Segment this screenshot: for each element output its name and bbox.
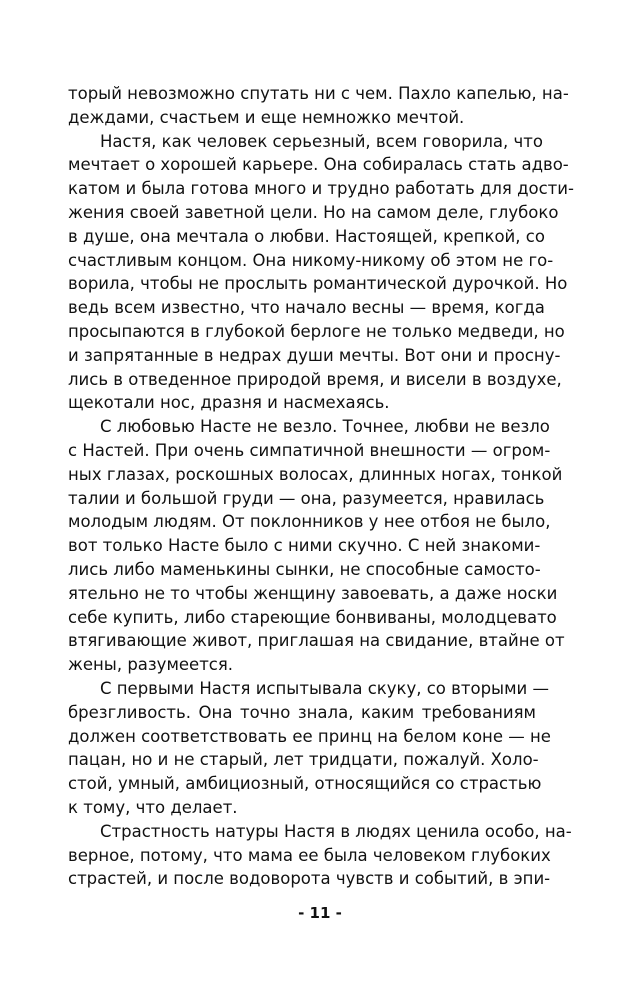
text-line: брезгливость. Она точно знала, каким требованиям <box>68 702 536 722</box>
text-line: вот только Насте было с ними скучно. С ней знакоми- <box>68 536 541 556</box>
text-line: счастливым концом. Она никому-никому об этом не го- <box>68 250 554 270</box>
text-line: к тому, что делает. <box>68 797 238 817</box>
text-line: ных глазах, роскошных волосах, длинных ногах, тонкой <box>68 464 563 484</box>
text-line: ятельно не то чтобы женщину завоевать, а даже носки <box>68 583 558 603</box>
text-line: деждами, счастьем и еще немножко мечтой. <box>68 107 465 127</box>
text-line: мечтает о хорошей карьере. Она собиралась стать адво- <box>68 155 569 175</box>
text-line: просыпаются в глубокой берлоге не только медведи, но <box>68 321 565 341</box>
page-number: - 11 - <box>298 904 342 922</box>
text-line: Страстность натуры Настя в людях ценила особо, на- <box>100 821 572 841</box>
text-line: жения своей заветной цели. Но на самом деле, глубоко <box>68 202 559 222</box>
text-line: верное, потому, что мама ее была человеком глубоких <box>68 845 551 865</box>
text-line: втягивающие живот, приглашая на свидание, втайне от <box>68 631 565 651</box>
text-line: ведь всем известно, что начало весны — время, когда <box>68 298 545 318</box>
text-line: стой, умный, амбициозный, относящийся со страстью <box>68 774 542 794</box>
text-line: себе купить, либо стареющие бонвиваны, молодцевато <box>68 607 557 627</box>
text-line: С первыми Настя испытывала скуку, со вторыми — <box>100 678 549 698</box>
text-line: с Настей. При очень симпатичной внешности — огром- <box>68 440 551 460</box>
body-text <box>68 82 574 891</box>
text-line: и запрятанные в недрах души мечты. Вот они и просну- <box>68 345 561 365</box>
text-line: ворила, чтобы не прослыть романтической дурочкой. Но <box>68 274 568 294</box>
text-line: страстей, и после водоворота чувств и событий, в эпи- <box>68 869 551 889</box>
text-line: талии и большой груди — она, разумеется, нравилась <box>68 488 545 508</box>
text-line: щекотали нос, дразня и насмехаясь. <box>68 393 390 413</box>
text-line: лись в отведенное природой время, и висели в воздухе, <box>68 369 562 389</box>
text-line: жены, разумеется. <box>68 655 234 675</box>
text-line: пацан, но и не старый, лет тридцати, пожалуй. Холо- <box>68 750 539 770</box>
text-line: Настя, как человек серьезный, всем говорила, что <box>100 131 543 151</box>
text-line: молодым людям. От поклонников у нее отбоя не было, <box>68 512 551 532</box>
text-line: в душе, она мечтала о любви. Настоящей, крепкой, со <box>68 226 545 246</box>
text-line: катом и была готова много и трудно работать для дости- <box>68 179 574 199</box>
text-line: С любовью Насте не везло. Точнее, любви не везло <box>100 417 550 437</box>
text-line: должен соответствовать ее принц на белом коне — не <box>68 726 551 746</box>
text-line: лись либо маменькины сынки, не способные самосто- <box>68 559 541 579</box>
text-line: торый невозможно спутать ни с чем. Пахло капелью, на- <box>68 84 569 103</box>
